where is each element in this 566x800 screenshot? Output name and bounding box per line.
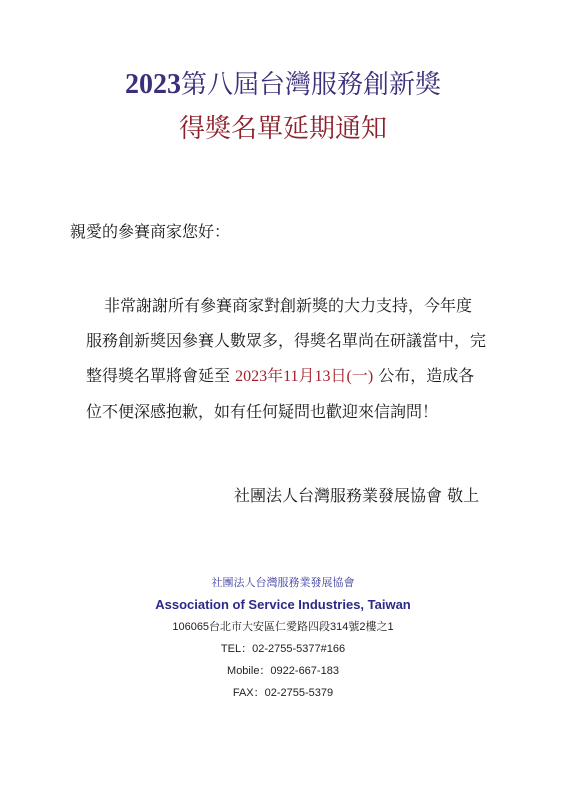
announcement-date: 2023年11月13日(一) (235, 368, 374, 385)
footer-org-english: Association of Service Industries, Taiwan (155, 597, 411, 612)
body-line-3-after: 公布，造成各 (378, 366, 475, 385)
title-year: 2023 (124, 69, 181, 100)
greeting: 親愛的參賽商家您好： (70, 222, 231, 241)
footer-mobile: Mobile：0922-667-183 (227, 665, 339, 677)
footer-fax: FAX：02-2755-5379 (232, 687, 334, 699)
contact-footer (0, 572, 566, 704)
footer-address: 106065台北市大安區仁愛路四段314號2樓之1 (172, 621, 394, 633)
title-text: 第八屆台灣服務創新獎 (180, 70, 441, 100)
signature: 社團法人台灣服務業發展協會 敬上 (234, 486, 480, 505)
body-line-1: 非常謝謝所有參賽商家對創新獎的大力支持，今年度 (104, 296, 473, 315)
body-line-3-before: 整得獎名單將會延至 (86, 366, 231, 385)
body-line-2: 服務創新獎因參賽人數眾多，得獎名單尚在研議當中，完 (86, 331, 487, 350)
body-line-4: 位不便深感抱歉，如有任何疑問也歡迎來信詢問！ (86, 402, 439, 421)
footer-tel: TEL：02-2755-5377#166 (220, 643, 346, 655)
letter-body (88, 288, 528, 429)
page-title (0, 68, 566, 102)
page-subtitle: 得獎名單延期通知 (178, 114, 387, 144)
body-line-3 (86, 358, 528, 394)
footer-org-chinese: 社團法人台灣服務業發展協會 (211, 576, 355, 589)
